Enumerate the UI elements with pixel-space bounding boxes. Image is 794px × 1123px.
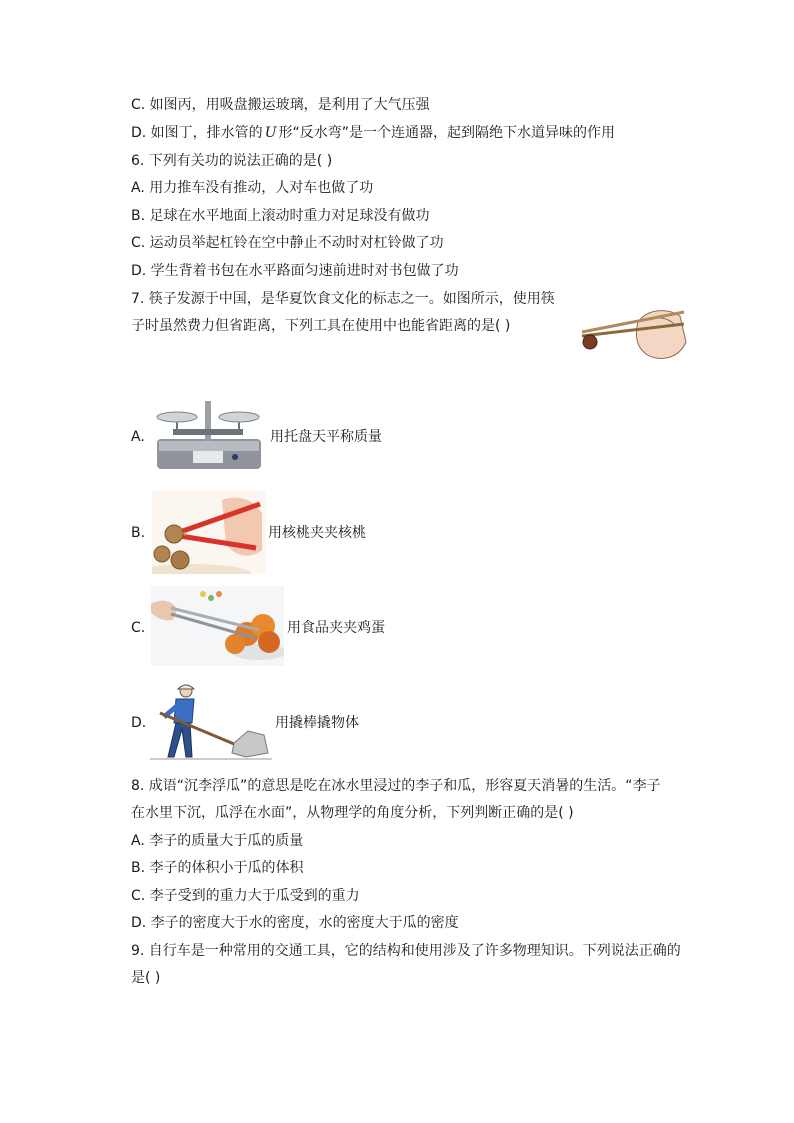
q8-option-d: D. 李子的密度大于水的密度，水的密度大于瓜的密度 [131,915,459,931]
q5-option-d [131,123,615,143]
q8-stem-line1: 8. 成语“沉李浮瓜”的意思是吃在冰水里浸过的李子和瓜，形容夏天消暑的生活。“李子 [131,778,661,794]
chopsticks-hand-image [578,302,688,366]
q8-option-b: B. 李子的体积小于瓜的体积 [131,860,304,876]
q7-stem-line1: 7. 筷子发源于中国，是华夏饮食文化的标志之一。如图所示，使用筷 [131,291,555,307]
balance-scale-image [153,393,265,473]
q7-option-a-label: A. [131,429,145,445]
q8-option-c: C. 李子受到的重力大于瓜受到的重力 [131,888,360,904]
q5-option-d-post: 形“反水弯”是一个连通器，起到隔绝下水道异味的作用 [278,125,616,141]
q9-stem-line1: 9. 自行车是一种常用的交通工具，它的结构和使用涉及了许多物理知识。下列说法正确的 [131,943,681,959]
crowbar-worker-image [150,683,272,763]
q6-option-b: B. 足球在水平地面上滚动时重力对足球没有做功 [131,208,430,224]
q7-option-d-text: 用撬棒撬物体 [275,715,359,731]
q8-option-a: A. 李子的质量大于瓜的质量 [131,833,304,849]
q7-option-c-label: C. [131,620,146,636]
nutcracker-image [152,490,266,574]
q6-option-c: C. 运动员举起杠铃在空中静止不动时对杠铃做了功 [131,235,444,251]
q9-stem-line2: 是( ) [131,970,161,986]
q6-option-a: A. 用力推车没有推动，人对车也做了功 [131,180,374,196]
q6-option-d: D. 学生背着书包在水平路面匀速前进时对书包做了功 [131,263,459,279]
q7-option-b-label: B. [131,525,146,541]
q6-stem: 6. 下列有关功的说法正确的是( ) [131,153,333,169]
u-letter: U [264,125,277,141]
q7-stem-line2: 子时虽然费力但省距离，下列工具在使用中也能省距离的是( ) [131,318,511,334]
q5-option-c: C. 如图丙，用吸盘搬运玻璃，是利用了大气压强 [131,97,430,113]
q8-stem-line2: 在水里下沉，瓜浮在水面”，从物理学的角度分析，下列判断正确的是( ) [131,805,574,821]
q7-option-d-label: D. [131,715,147,731]
q7-option-b-text: 用核桃夹夹核桃 [268,525,366,541]
food-tongs-image [151,586,284,666]
q7-option-a-text: 用托盘天平称质量 [270,429,382,445]
q7-option-c-text: 用食品夹夹鸡蛋 [287,620,385,636]
q5-option-d-pre: D. 如图丁，排水管的 [131,125,263,141]
